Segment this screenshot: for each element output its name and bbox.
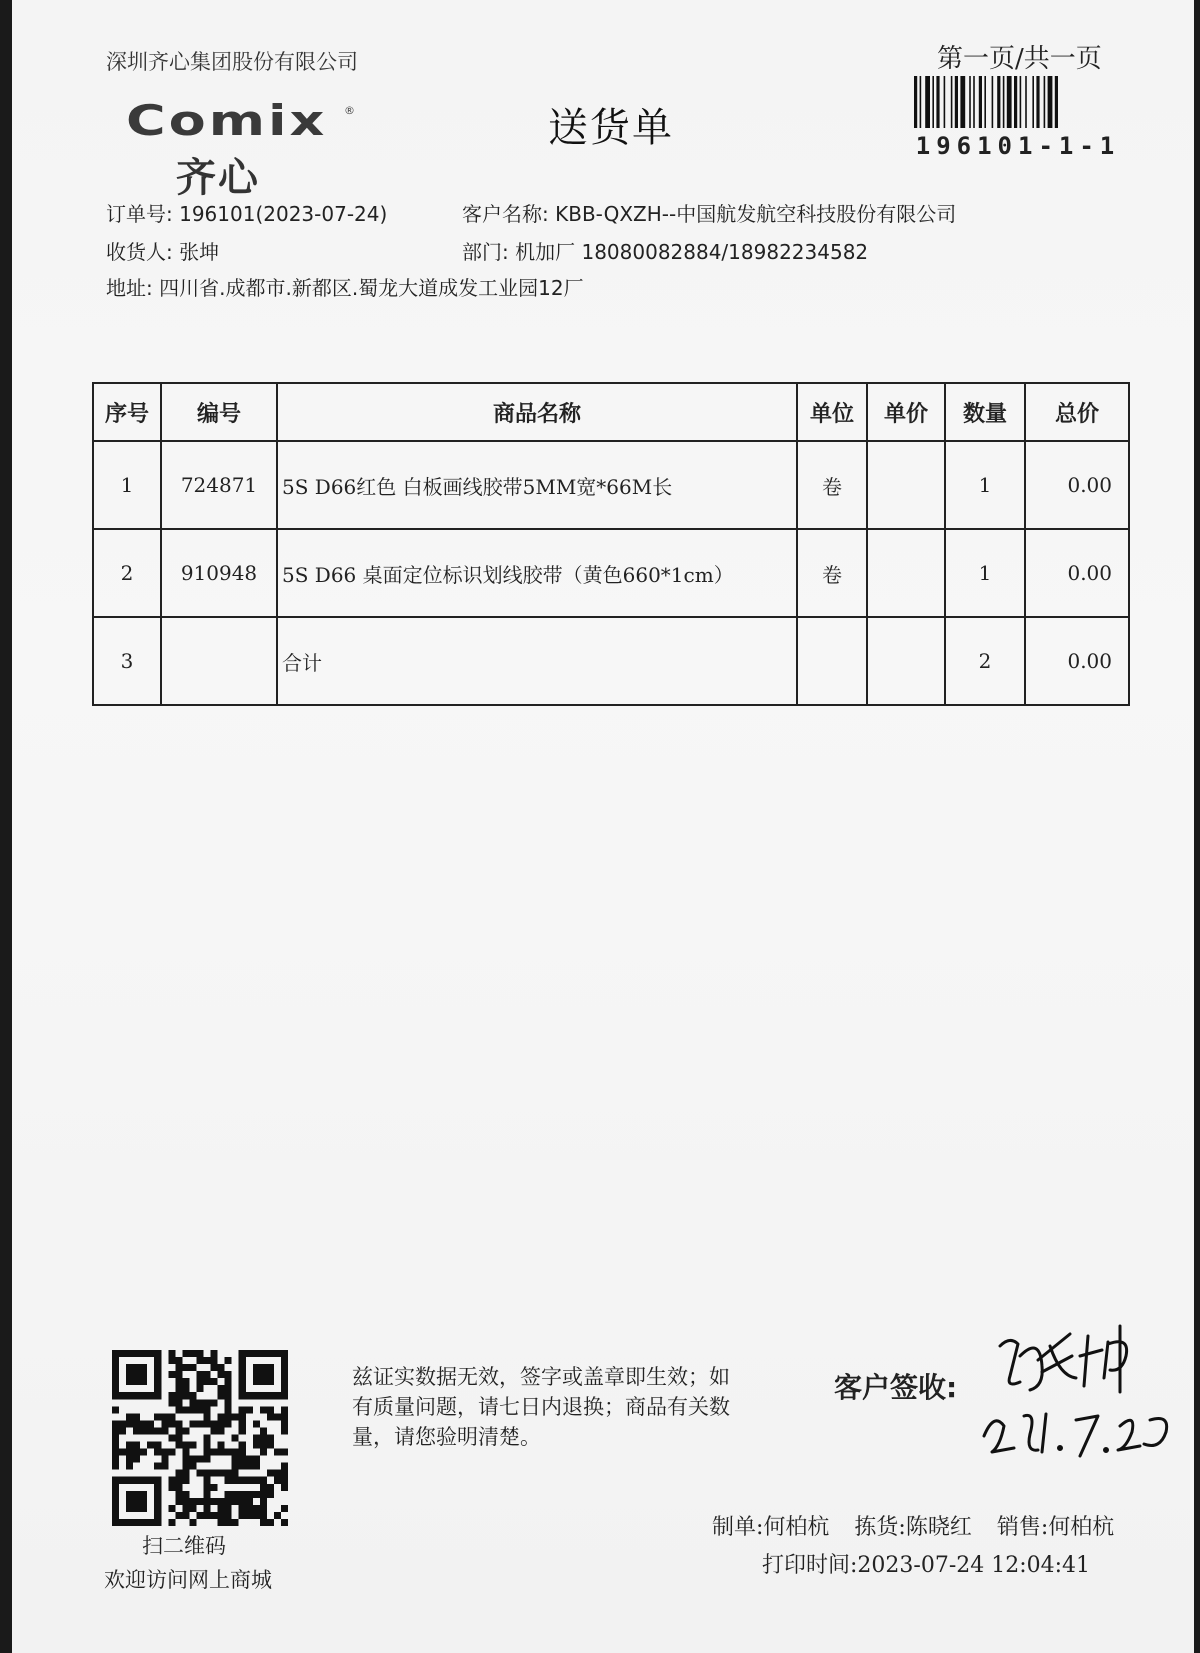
table-row <box>93 441 1129 529</box>
customer-label: 客户名称: <box>462 202 549 226</box>
cell-total: 0.00 <box>1025 529 1129 617</box>
maker-text: 制单:何柏杭 <box>712 1515 830 1540</box>
col-header-total: 总价 <box>1025 383 1129 441</box>
barcode-number: 196101-1-1 <box>915 132 1121 160</box>
cell-unit-price <box>867 529 945 617</box>
cell-product-name: 合计 <box>277 617 797 705</box>
cell-product-name: 5S D66 桌面定位标识划线胶带（黄色660*1cm） <box>277 529 797 617</box>
cell-code <box>161 617 277 705</box>
cell-total: 0.00 <box>1025 617 1129 705</box>
company-name: 深圳齐心集团股份有限公司 <box>106 50 358 74</box>
notice-text: 兹证实数据无效，签字或盖章即生效；如有质量问题，请七日内退换；商品有关数量，请您验明清楚。 <box>352 1365 730 1449</box>
cell-unit-price <box>867 617 945 705</box>
order-number-field <box>106 198 387 227</box>
sales-text: 销售:何柏杭 <box>996 1515 1115 1540</box>
col-header-quantity: 数量 <box>945 383 1025 441</box>
qr-caption-scan: 扫二维码 <box>142 1534 226 1558</box>
staff-line <box>712 1510 1114 1541</box>
address-label: 地址: <box>106 276 153 300</box>
cell-unit: 卷 <box>797 529 867 617</box>
cell-index: 2 <box>93 529 161 617</box>
receiver-field <box>106 236 219 265</box>
comix-logo-text: Comix <box>126 96 328 146</box>
page-indicator: 第一页/共一页 <box>937 44 1102 74</box>
cell-code: 724871 <box>161 441 277 529</box>
document-title: 送货单 <box>548 105 674 151</box>
cell-quantity: 1 <box>945 529 1025 617</box>
table-row <box>93 617 1129 705</box>
department-value: 机加厂 18080082884/18982234582 <box>515 240 869 264</box>
qr-code-icon <box>112 1350 288 1526</box>
order-label: 订单号: <box>106 202 173 226</box>
comix-logo-chinese: 齐心 <box>176 155 260 201</box>
handwritten-signature <box>980 1316 1180 1476</box>
cell-unit: 卷 <box>797 441 867 529</box>
cell-code: 910948 <box>161 529 277 617</box>
cell-index: 1 <box>93 441 161 529</box>
order-value: 196101(2023-07-24) <box>179 202 388 226</box>
col-header-index: 序号 <box>93 383 161 441</box>
address-value: 四川省.成都市.新都区.蜀龙大道成发工业园12厂 <box>159 276 584 300</box>
col-header-unit: 单位 <box>797 383 867 441</box>
picker-text: 拣货:陈晓红 <box>854 1515 972 1540</box>
cell-quantity: 1 <box>945 441 1025 529</box>
registered-mark-icon: ® <box>344 104 355 117</box>
col-header-unit-price: 单价 <box>867 383 945 441</box>
cell-unit-price <box>867 441 945 529</box>
customer-value: KBB-QXZH--中国航发航空科技股份有限公司 <box>555 202 957 226</box>
cell-product-name: 5S D66红色 白板画线胶带5MM宽*66M长 <box>277 441 797 529</box>
cell-index: 3 <box>93 617 161 705</box>
address-field <box>106 272 584 301</box>
department-field <box>462 236 868 265</box>
print-time: 打印时间:2023-07-24 12:04:41 <box>762 1553 1091 1578</box>
cell-unit <box>797 617 867 705</box>
cell-total: 0.00 <box>1025 441 1129 529</box>
department-label: 部门: <box>462 240 509 264</box>
col-header-code: 编号 <box>161 383 277 441</box>
table-header-row <box>93 383 1129 441</box>
barcode-image <box>914 76 1122 128</box>
items-table <box>92 382 1130 706</box>
customer-sign-label: 客户签收: <box>834 1371 958 1404</box>
cell-quantity: 2 <box>945 617 1025 705</box>
qr-caption-welcome: 欢迎访问网上商城 <box>104 1568 272 1592</box>
col-header-product-name: 商品名称 <box>277 383 797 441</box>
receiver-value: 张坤 <box>179 240 220 264</box>
customer-field <box>462 198 956 227</box>
receiver-label: 收货人: <box>106 240 173 264</box>
table-row <box>93 529 1129 617</box>
